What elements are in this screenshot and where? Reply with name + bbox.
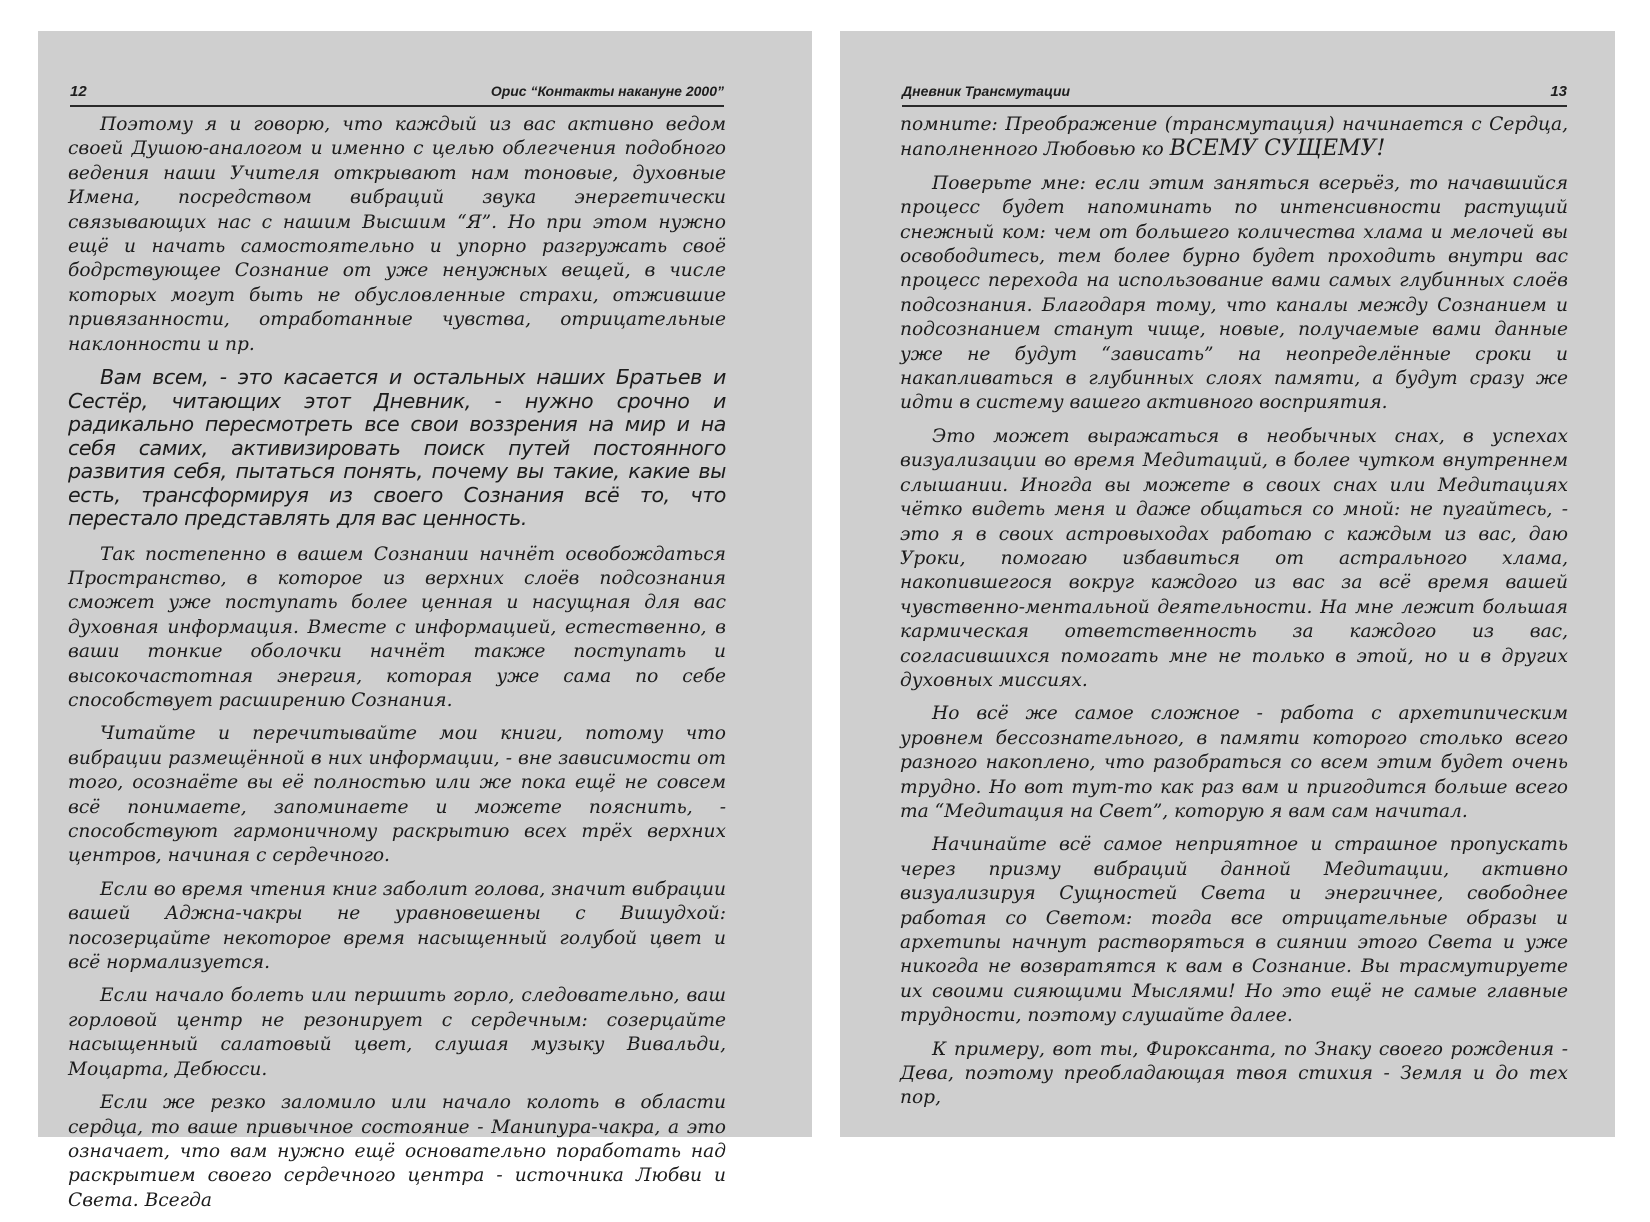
paragraph: Это может выражаться в необычных снах, в успехах визуализации во время Медитаций, в более чутком внутреннем слышании. Иногда вы можете в своих снах или Медитациях чётко видеть меня и даже общаться со мной: не пугайтесь, - это я в своих астровыходах работаю с каждым из вас, даю Уроки, помогаю избавиться от астрального хлама, накопившегося вокруг каждого из вас за всё время вашей чувственно-ментальной деятельности. На мне лежит большая кармическая ответственность за каждого из вас, согласившихся помогать мне не только в этой, но и в других духовных миссиях. — [900, 425, 1568, 691]
running-header — [902, 83, 1567, 107]
paragraph-text: помните: Преображение (трансмутация) начинается с Сердца, наполненного Любовью ко — [900, 114, 1568, 161]
paragraph: Начинайте всё самое неприятное и страшное пропускать через призму вибраций данной Медитации, активно визуализируя Сущностей Света и энергичнее, свободнее работая со Светом: тогда все отрицательные образы и архетипы начнут растворяться в сиянии этого Света и уже никогда не возвратятся к вам в Сознание. Вы трасмутируете их своими сияющими Мыслями! Но это ещё не самые главные трудности, поэтому слушайте далее. — [900, 834, 1568, 1027]
header-title: Дневник Трансмутации — [902, 83, 1071, 99]
paragraph: Если начало болеть или першить горло, следовательно, ваш горловой центр не резонирует с сердечным: созерцайте насыщенный салатовый цвет, слушая музыку Вивальди, Моцарта, Дебюсси. — [68, 985, 726, 1080]
paragraph: Если во время чтения книг заболит голова, значит вибрации вашей Аджна-чакры не уравновешены с Вишудхой: посозерцайте некоторое время насыщенный голубой цвет и всё нормализуется. — [68, 878, 726, 974]
paragraph: Если же резко заломило или начало колоть в области сердца, то ваше привычное состояние - Манипура-чакра, а это означает, что вам нужно ещё основательно поработать над раскрытием своего сердечного центра - источника Любви и Света. Всегда — [68, 1092, 726, 1211]
emphasized-caps-text: ВСЕМУ СУЩЕМУ! — [1169, 136, 1386, 162]
page-body — [68, 113, 726, 1222]
left-page — [38, 31, 812, 1211]
paragraph: Так постепенно в вашем Сознании начнёт освобождаться Пространство, в которое из верхних слоёв подсознания сможет уже поступать более ценная и насущная для вас духовная информация. Вместе с информацией, естественно, в ваши тонкие оболочки начнёт также поступать и высокочастотная энергия, которая уже сама по себе способствует расширению Сознания. — [68, 543, 726, 711]
page-number: 12 — [70, 83, 87, 100]
emphasized-paragraph: Вам всем, - это касается и остальных наших Братьев и Сестёр, читающих этот Дневник, - нужно срочно и радикально пересмотреть все свои воззрения на мир и на себя самих, активизировать поиск путей постоянного развития себя, пытаться понять, почему вы такие, какие вы есть, трансформируя из своего Сознания всё то, что перестало представлять для вас ценность. — [68, 365, 726, 531]
right-page — [840, 31, 1615, 1137]
page-number: 13 — [1550, 83, 1567, 100]
continued-paragraph — [900, 113, 1568, 163]
page-body — [900, 113, 1568, 1120]
paragraph: Поверьте мне: если этим заняться всерьёз, то начавшийся процесс будет напоминать по интенсивности растущий снежный ком: чем от большего количества хлама и мелочей вы освободитесь, тем более бурно будет проходить внутри вас процесс перехода на использование вами самых глубинных слоёв подсознания. Благодаря тому, что каналы между Сознанием и подсознанием станут чище, новые, получаемые вами данные уже не будут “зависать” на неопределённые сроки и накапливаться в глубинных слоях памяти, а будут сразу же идти в систему вашего активного восприятия. — [900, 172, 1568, 414]
paragraph: Но всё же самое сложное - работа с архетипическим уровнем бессознательного, в памяти которого столько всего разного накоплено, что разобраться со всем этим будет очень трудно. Но вот тут-то как раз вам и пригодится больше всего та “Медитация на Свет”, которую я вам сам начитал. — [900, 703, 1568, 822]
paragraph: К примеру, вот ты, Фироксанта, по Знаку своего рождения - Дева, поэтому преобладающая твоя стихия - Земля и до тех пор, — [900, 1038, 1568, 1109]
running-header — [70, 83, 724, 107]
header-title: Орис “Контакты накануне 2000” — [490, 83, 724, 99]
paragraph: Читайте и перечитывайте мои книги, потому что вибрации размещённой в них информации, - вне зависимости от того, осознаёте вы её полностью или же пока ещё не совсем всё понимаете, запоминаете и можете пояснить, - способствуют гармоничному раскрытию всех трёх верхних центров, начиная с сердечного. — [68, 723, 726, 867]
paragraph: Поэтому я и говорю, что каждый из вас активно ведом своей Душою-аналогом и именно с целью облегчения подобного ведения наши Учителя открывают нам тоновые, духовные Имена, посредством вибраций звука энергетически связывающих нас с нашим Высшим “Я”. Но при этом нужно ещё и начать самостоятельно и упорно разгружать своё бодрствующее Сознание от уже ненужных вещей, в числе которых могут быть не обусловленные страхи, отжившие привязанности, отработанные чувства, отрицательные наклонности и пр. — [68, 114, 726, 355]
